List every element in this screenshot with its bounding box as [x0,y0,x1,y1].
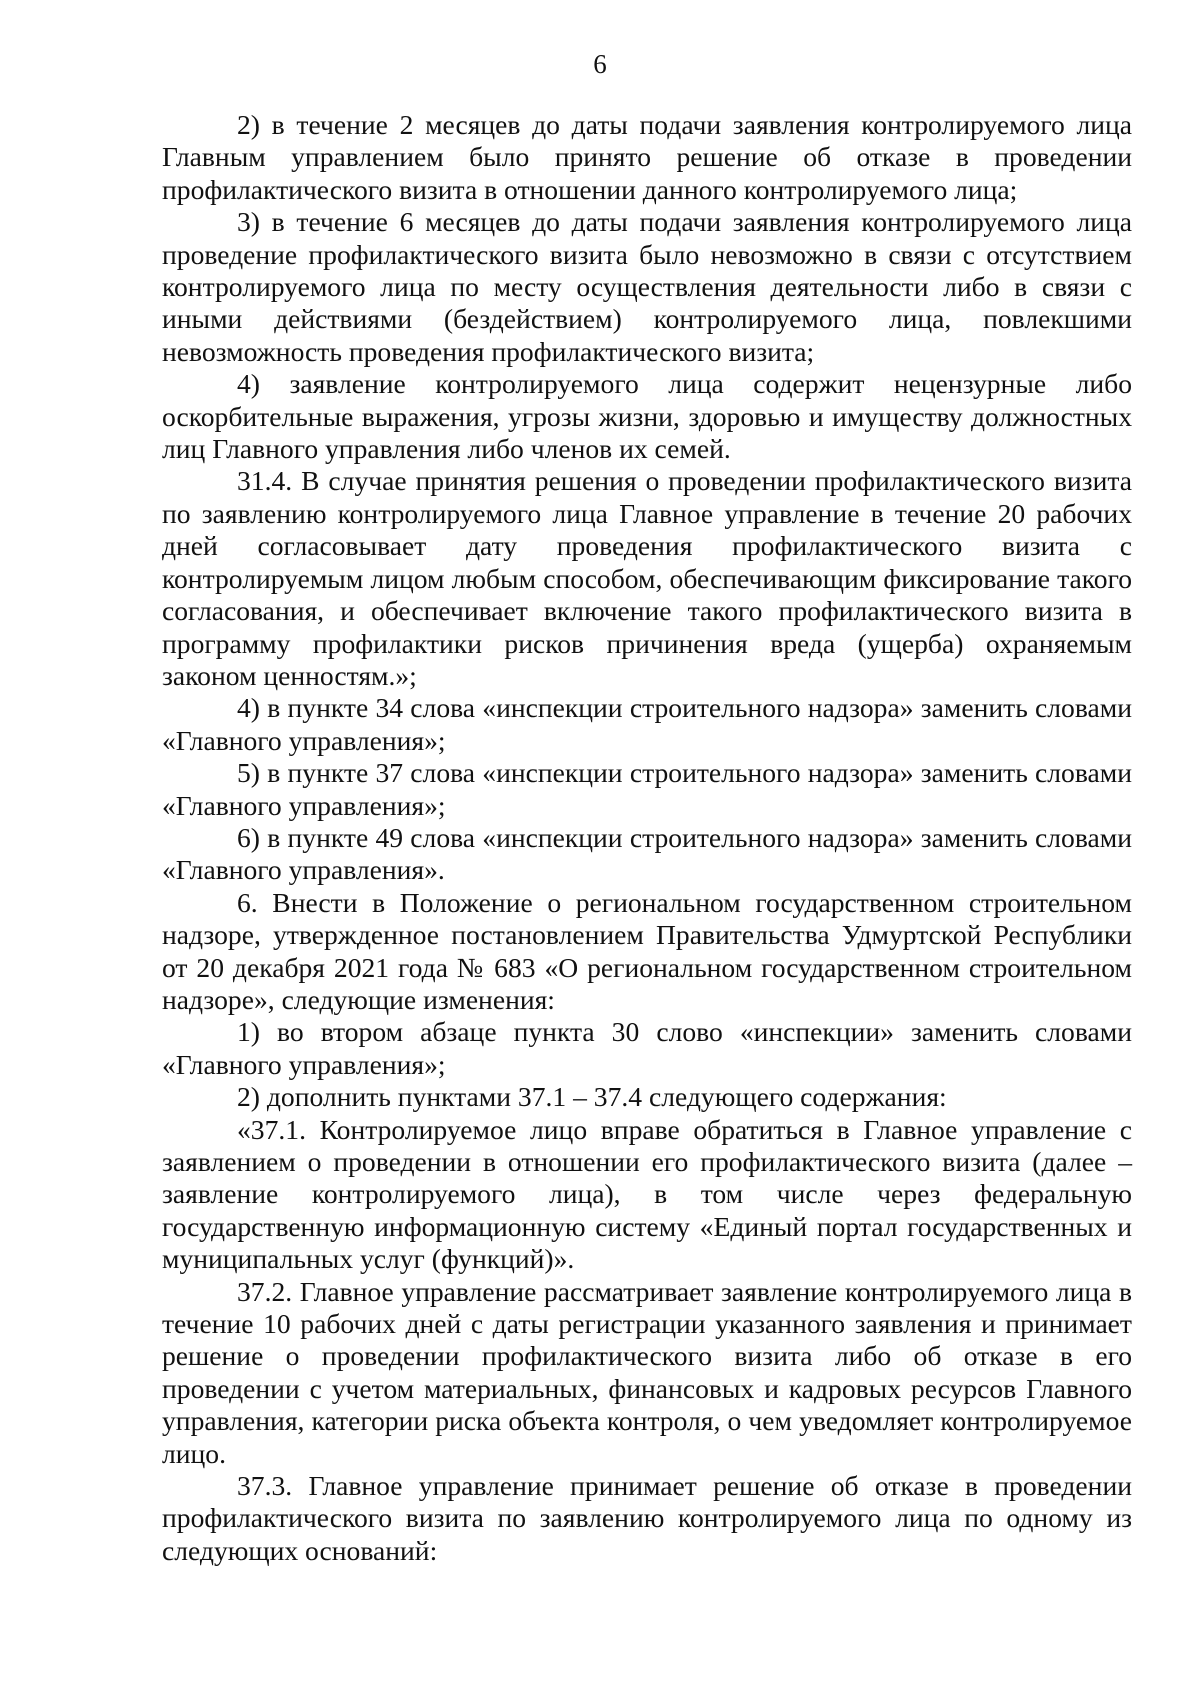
paragraph-amend-37: 5) в пункте 37 слова «инспекции строительного надзора» заменить словами «Главного управления»; [162,757,1132,821]
paragraph-amend-30: 1) во втором абзаце пункта 30 слово «инспекции» заменить словами «Главного управления»; [162,1016,1132,1080]
paragraph-amend-34: 4) в пункте 34 слова «инспекции строительного надзора» заменить словами «Главного управления»; [162,692,1132,756]
paragraph-37-3: 37.3. Главное управление принимает решение об отказе в проведении профилактического визита по заявлению контролируемого лица по одному из следующих оснований: [162,1470,1132,1566]
paragraph-add-37: 2) дополнить пунктами 37.1 – 37.4 следующего содержания: [237,1081,947,1113]
paragraph-item-4: 4) заявление контролируемого лица содержит нецензурные либо оскорбительные выражения, угрозы жизни, здоровью и имуществу должностных лиц Главного управления либо членов их семей. [162,368,1132,465]
paragraph-31-4: 31.4. В случае принятия решения о проведении профилактического визита по заявлению контролируемого лица Главное управление в течение 20 рабочих дней согласовывает дату проведения профилактического визита с контролируемым лицом любым способом, обеспечивающим фиксирование такого согласования, и обеспечивает включение такого профилактического визита в программу профилактики рисков причинения вреда (ущерба) охраняемым законом ценностям.»; [162,465,1132,691]
paragraph-37-1: «37.1. Контролируемое лицо вправе обратиться в Главное управление с заявлением о проведении в отношении его профилактического визита (далее – заявление контролируемого лица), в том числе через федеральную государственную информационную систему «Единый портал государственных и муниципальных услуг (функций)». [162,1113,1132,1275]
paragraph-amend-49: 6) в пункте 49 слова «инспекции строительного надзора» заменить словами «Главного управления». [162,821,1132,886]
paragraph-section-6: 6. Внести в Положение о региональном государственном строительном надзоре, утвержденное постановлением Правительства Удмуртской Республики от 20 декабря 2021 года № 683 «О региональном государственном строительном надзоре», следующие изменения: [162,886,1132,1015]
paragraph-item-2: 2) в течение 2 месяцев до даты подачи заявления контролируемого лица Главным управлением было принято решение об отказе в проведении профилактического визита в отношении данного контролируемого лица; [162,109,1132,205]
document-body [162,109,1132,1567]
paragraph-item-3: 3) в течение 6 месяцев до даты подачи заявления контролируемого лица проведение профилактического визита было невозможно в связи с отсутствием контролируемого лица по месту осуществления деятельности либо в связи с иными действиями (бездействием) контролируемого лица, повлекшими невозможность проведения профилактического визита; [162,206,1132,367]
paragraph-37-2: 37.2. Главное управление рассматривает заявление контролируемого лица в течение 10 рабочих дней с даты регистрации указанного заявления и принимает решение о проведении профилактического визита либо об отказе в его проведении с учетом материальных, финансовых и кадровых ресурсов Главного управления, категории риска объекта контроля, о чем уведомляет контролируемое лицо. [162,1275,1132,1469]
page-number: 6 [593,49,607,79]
